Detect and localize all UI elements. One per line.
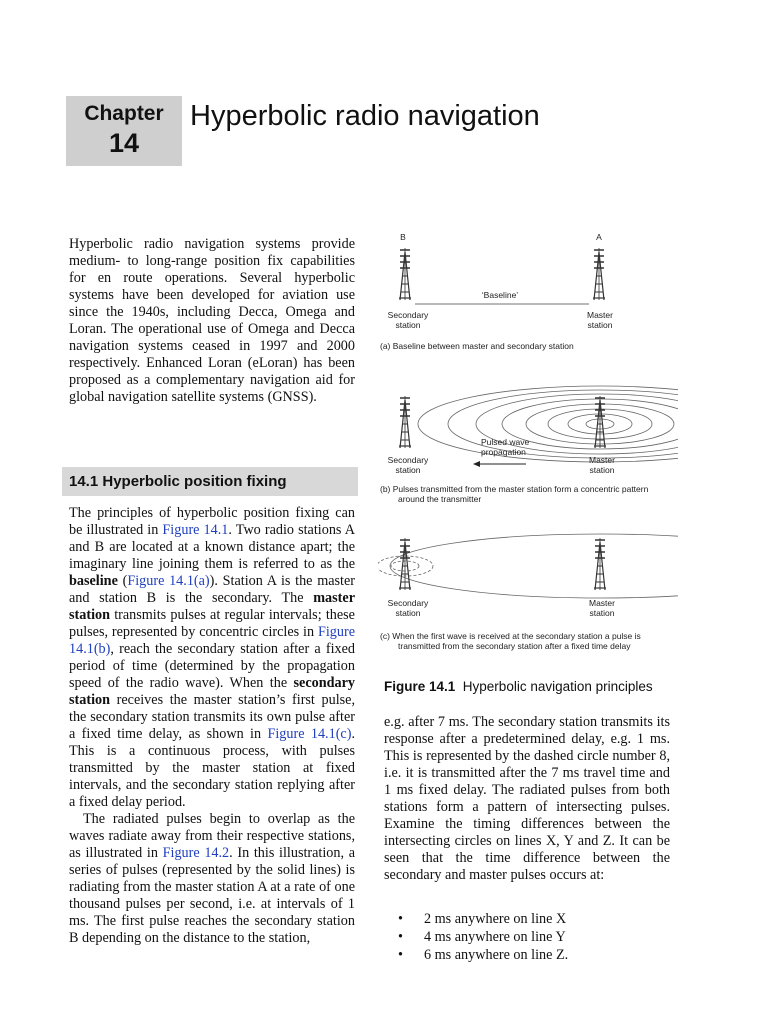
figure-14-1 <box>378 228 678 668</box>
panel-c <box>378 534 678 598</box>
secondary-label: Secondary <box>387 310 429 320</box>
pulsed-wave-label: Pulsed wave <box>481 437 530 447</box>
list-item: • 6 ms anywhere on line Z. <box>398 947 569 963</box>
master-tower-icon <box>594 538 606 590</box>
station-label: station <box>587 320 613 330</box>
station-label: station <box>395 465 421 475</box>
figure-link[interactable]: Figure 14.1(c) <box>267 726 352 742</box>
chapter-number: 14 <box>108 128 140 158</box>
secondary-label: Secondary <box>387 598 429 608</box>
caption-b-line1: (b) Pulses transmitted from the master station form a concentric pattern <box>380 484 649 494</box>
intro-paragraph <box>69 236 355 406</box>
figure-link[interactable]: Figure 14.1(a) <box>127 573 210 589</box>
master-tower-icon <box>594 396 606 448</box>
chapter-word: Chapter <box>84 102 164 125</box>
list-item: • 4 ms anywhere on line Y <box>398 929 566 945</box>
baseline-label: ‘Baseline’ <box>481 290 519 300</box>
panel-b <box>418 386 678 462</box>
master-label: Master <box>589 455 615 465</box>
master-label: Master <box>587 310 613 320</box>
caption-a: (a) Baseline between master and secondary station <box>380 341 574 351</box>
caption-c-line2: transmitted from the secondary station after a fixed time delay <box>398 641 631 651</box>
secondary-tower-icon <box>399 248 411 300</box>
figure-link[interactable]: Figure 14.1 <box>162 522 229 538</box>
section-body <box>69 505 355 947</box>
station-label: station <box>589 465 615 475</box>
figure-caption-label: Figure 14.1 <box>384 679 456 694</box>
right-column-text <box>384 714 670 884</box>
label-b: B <box>400 232 406 242</box>
label-a: A <box>596 232 602 242</box>
paragraph-1: The principles of hyperbolic position fixing can be illustrated in Figure 14.1. Two radio stations A and B are located at a known distance apart; the imaginary line joining them is referred to as the baseline (Figure 14.1(a)). Station A is the master and station B is the secondary. The master station transmits pulses at regular intervals; these pulses, represented by concentric circles in Figure 14.1(b), reach the secondary station after a fixed period of time (determined by the propagation speed of the radio wave). When the secondary station receives the master station’s first pulse, the secondary station transmits its own pulse after a fixed time delay, as shown in Figure 14.1(c). This is a continuous process, with pulses transmitted by the master station at fixed intervals, and the secondary station replying after a fixed delay period. <box>69 505 356 810</box>
panel-a <box>380 232 613 351</box>
caption-b-line2: around the transmitter <box>398 494 482 504</box>
paragraph-2: The radiated pulses begin to overlap as the waves radiate away from their respective stations, as illustrated in Figure 14.2. In this illustration, a series of pulses (represented by the solid lines) is radiating from the master station A at a rate of one thousand pulses per second, i.e. at intervals of 1 ms. The first pulse reaches the secondary station B depending on the distance to the station, <box>69 811 356 946</box>
secondary-tower-icon <box>399 538 411 590</box>
term-master-station: master station <box>69 590 355 623</box>
station-label: station <box>395 608 421 618</box>
master-tower-icon <box>593 248 605 300</box>
arrow-left-icon <box>473 461 480 467</box>
secondary-label: Secondary <box>387 455 429 465</box>
term-secondary-station: secondary station <box>69 675 355 708</box>
chapter-box <box>66 96 182 166</box>
station-label: station <box>395 320 421 330</box>
propagation-label: propagation <box>481 447 526 457</box>
bullet-icon: • <box>398 911 403 927</box>
secondary-tower-icon <box>399 396 411 448</box>
figure-caption <box>384 679 653 694</box>
term-baseline: baseline <box>69 573 118 589</box>
station-label: station <box>589 608 615 618</box>
caption-c-line1: (c) When the first wave is received at the secondary station a pulse is <box>380 631 641 641</box>
chapter-title: Hyperbolic radio navigation <box>190 100 540 132</box>
list-item: • 2 ms anywhere on line X <box>398 911 567 927</box>
bullet-icon: • <box>398 929 403 945</box>
bullet-icon: • <box>398 947 403 963</box>
right-paragraph: e.g. after 7 ms. The secondary station transmits its response after a predetermined delay, e.g. 1 ms. This is represented by the dashed circle number 8, i.e. it is transmitted after the 7 ms travel time and 1 ms fixed delay. The radiated pulses from both stations form a pattern of intersecting pulses. Examine the timing differences between the intersecting circles on lines X, Y and Z. It can be seen that the time difference between the secondary and master pulses occurs at: <box>384 714 670 883</box>
figure-link[interactable]: Figure 14.1(b) <box>69 624 355 657</box>
intro-text: Hyperbolic radio navigation systems provide medium- to long-range position fix capabilities for en route operations. Several hyperbolic systems have been developed for aviation use since the 1940s, including Decca, Omega and Loran. The operational use of Omega and Decca navigation systems ceased in 1997 and 2000 respectively. Enhanced Loran (eLoran) has been proposed as a complementary navigation aid for global navigation satellite systems (GNSS). <box>69 236 355 405</box>
master-label: Master <box>589 598 615 608</box>
bullet-list <box>398 910 568 964</box>
figure-caption-text: Hyperbolic navigation principles <box>462 679 653 694</box>
section-heading: 14.1 Hyperbolic position fixing <box>62 467 358 496</box>
figure-link[interactable]: Figure 14.2 <box>162 845 230 861</box>
